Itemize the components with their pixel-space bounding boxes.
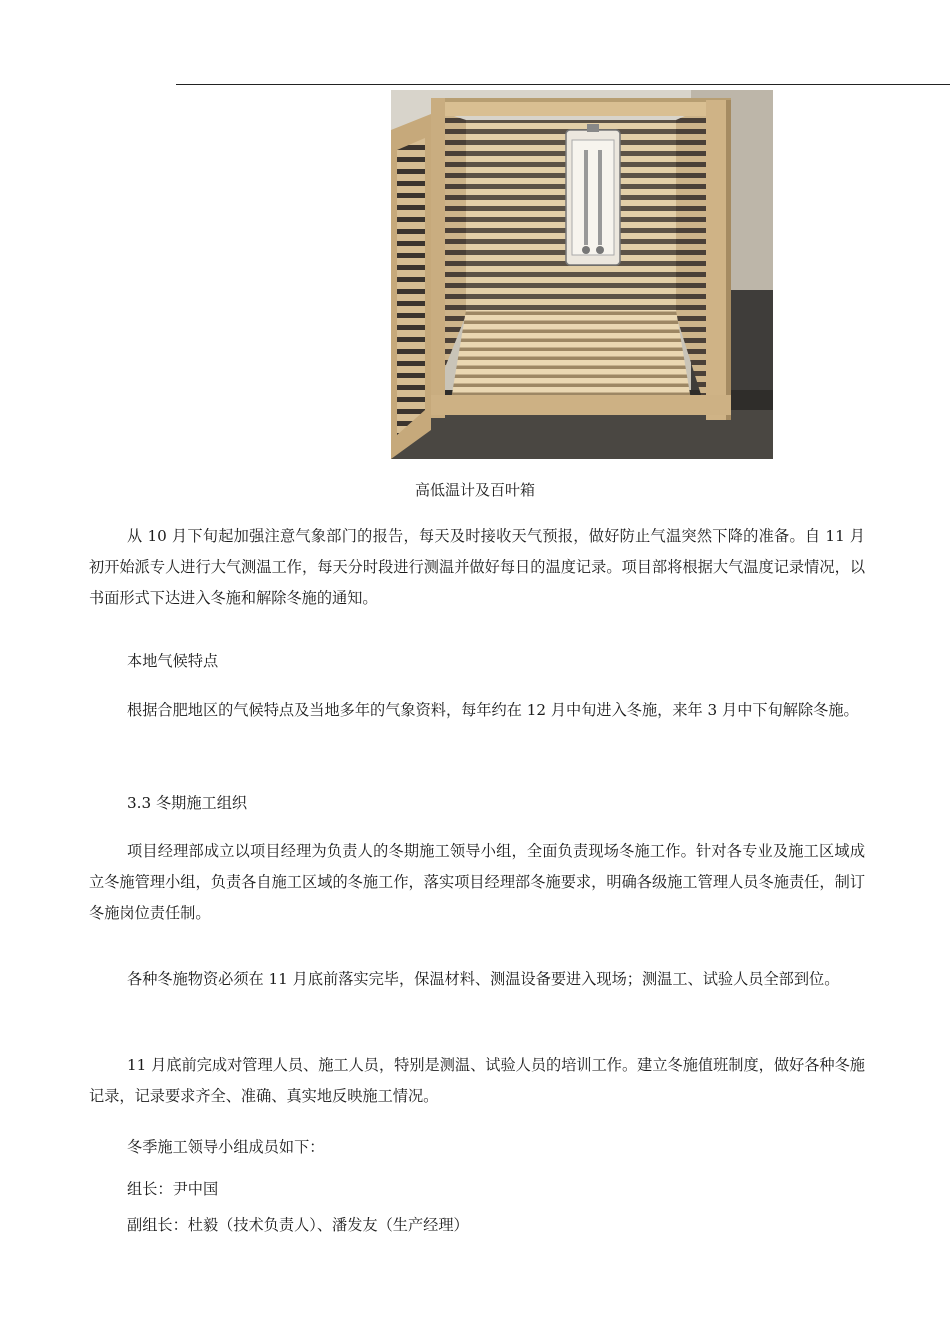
paragraph-materials: 各种冬施物资必须在 11 月底前落实完毕，保温材料、测温设备要进入现场；测温工、试验人员全部到位。 — [127, 970, 840, 988]
paragraph-training: 11 月底前完成对管理人员、施工人员，特别是测温、试验人员的培训工作。建立冬施值班制度，做好各种冬施记录，记录要求齐全、准确、真实地反映施工情况。 — [89, 1056, 865, 1105]
members-intro: 冬季施工领导小组成员如下： — [127, 1138, 325, 1156]
paragraph-leadership-group: 项目经理部成立以项目经理为负责人的冬期施工领导小组，全面负责现场冬施工作。针对各专业及施工区域成立冬施管理小组，负责各自施工区域的冬施工作，落实项目经理部冬施要求，明确各级施工管理人员冬施责任，制订冬施岗位责任制。 — [89, 842, 865, 922]
thermometer-louver-box-photo — [391, 90, 773, 459]
group-leader: 组长：尹中国 — [127, 1180, 219, 1198]
heading-local-climate: 本地气候特点 — [127, 652, 219, 670]
deputy-group-leaders: 副组长：杜毅（技术负责人）、潘发友（生产经理） — [127, 1216, 469, 1234]
heading-winter-organization: 3.3 冬期施工组织 — [127, 794, 248, 812]
paragraph-weather-monitoring: 从 10 月下旬起加强注意气象部门的报告，每天及时接收天气预报，做好防止气温突然下降的准备。自 11 月初开始派专人进行大气测温工作，每天分时段进行测温并做好每日的温度记录。项目部将根据大气温度记录情况，以书面形式下达进入冬施和解除冬施的通知。 — [89, 527, 865, 607]
figure-caption: 高低温计及百叶箱 — [414, 481, 535, 499]
header-rule — [176, 84, 950, 85]
paragraph-climate-details: 根据合肥地区的气候特点及当地多年的气象资料，每年约在 12 月中旬进入冬施，来年 3 月中下旬解除冬施。 — [127, 701, 859, 719]
